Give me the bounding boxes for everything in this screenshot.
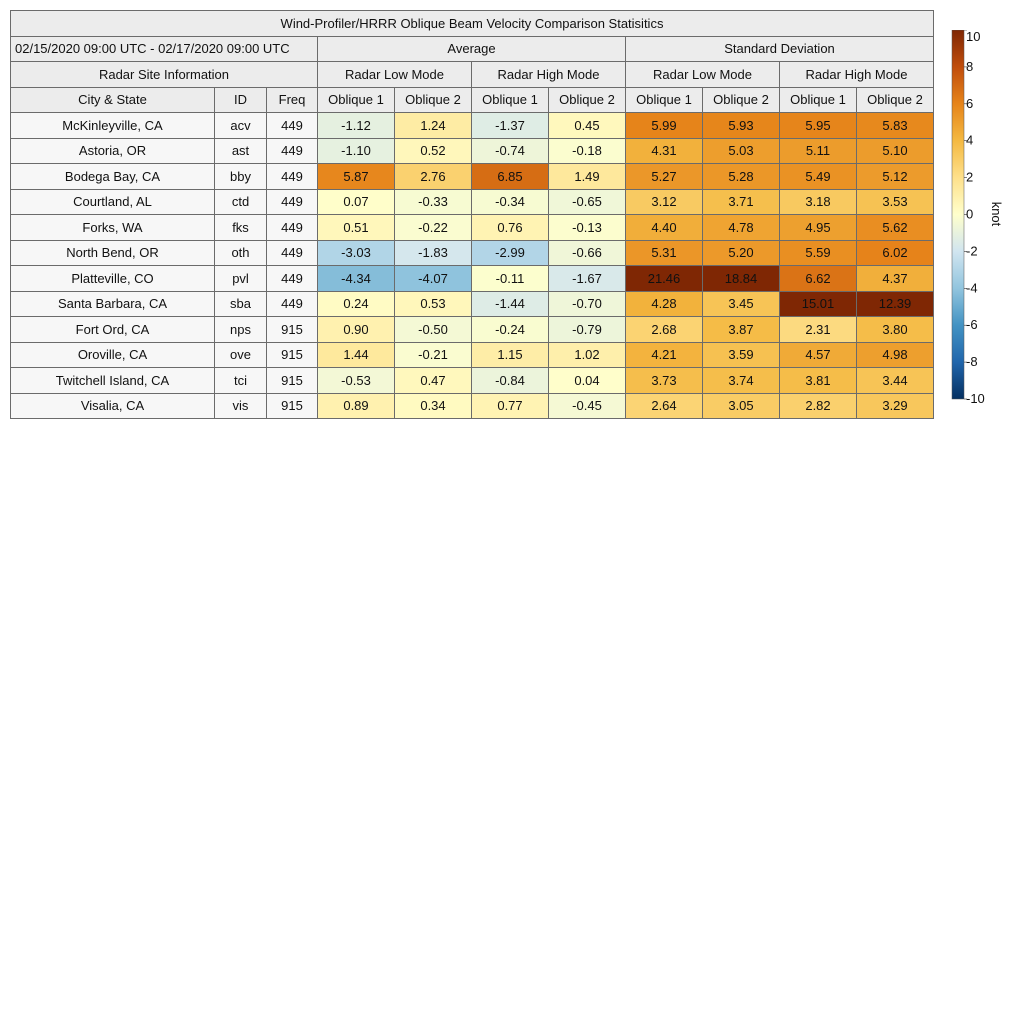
- value-cell: 4.37: [857, 266, 934, 292]
- colorbar-tick-label: 4: [966, 132, 974, 148]
- city-cell: Bodega Bay, CA: [11, 164, 215, 190]
- id-cell: vis: [215, 393, 267, 419]
- value-cell: -0.21: [395, 342, 472, 368]
- id-cell: tci: [215, 368, 267, 394]
- city-cell: North Bend, OR: [11, 240, 215, 266]
- id-cell: ctd: [215, 189, 267, 215]
- value-cell: -1.12: [318, 113, 395, 139]
- site-info-header: Radar Site Information: [11, 62, 318, 88]
- id-cell: fks: [215, 215, 267, 241]
- id-column-header: ID: [215, 87, 267, 113]
- table-body: [11, 113, 934, 419]
- value-cell: 3.05: [703, 393, 780, 419]
- value-cell: 5.12: [857, 164, 934, 190]
- table-row: [11, 113, 934, 139]
- value-cell: -1.83: [395, 240, 472, 266]
- value-cell: 0.53: [395, 291, 472, 317]
- value-cell: 1.02: [549, 342, 626, 368]
- value-cell: -0.45: [549, 393, 626, 419]
- value-cell: 15.01: [780, 291, 857, 317]
- table-row: [11, 342, 934, 368]
- table-row: [11, 164, 934, 190]
- value-cell: 5.87: [318, 164, 395, 190]
- colorbar-ticks: [964, 30, 985, 406]
- avg-low-oblique1-header: Oblique 1: [318, 87, 395, 113]
- value-cell: 0.76: [472, 215, 549, 241]
- freq-cell: 449: [267, 164, 318, 190]
- value-cell: 5.10: [857, 138, 934, 164]
- value-cell: 3.87: [703, 317, 780, 343]
- value-cell: 6.02: [857, 240, 934, 266]
- value-cell: 2.64: [626, 393, 703, 419]
- table-row: [11, 368, 934, 394]
- value-cell: 0.77: [472, 393, 549, 419]
- freq-cell: 915: [267, 317, 318, 343]
- value-cell: -0.13: [549, 215, 626, 241]
- value-cell: 0.07: [318, 189, 395, 215]
- table-row: [11, 393, 934, 419]
- value-cell: 3.71: [703, 189, 780, 215]
- id-cell: bby: [215, 164, 267, 190]
- value-cell: -1.37: [472, 113, 549, 139]
- value-cell: 0.52: [395, 138, 472, 164]
- value-cell: 1.44: [318, 342, 395, 368]
- value-cell: 0.47: [395, 368, 472, 394]
- freq-cell: 449: [267, 291, 318, 317]
- freq-cell: 449: [267, 240, 318, 266]
- value-cell: 4.40: [626, 215, 703, 241]
- table-row: [11, 189, 934, 215]
- city-cell: Forks, WA: [11, 215, 215, 241]
- value-cell: 6.62: [780, 266, 857, 292]
- value-cell: 3.53: [857, 189, 934, 215]
- std-low-oblique2-header: Oblique 2: [703, 87, 780, 113]
- freq-cell: 449: [267, 215, 318, 241]
- value-cell: -1.44: [472, 291, 549, 317]
- value-cell: 4.98: [857, 342, 934, 368]
- id-cell: ast: [215, 138, 267, 164]
- colorbar-tick-label: -4: [966, 280, 978, 296]
- colorbar-tick-label: 2: [966, 169, 974, 185]
- value-cell: 21.46: [626, 266, 703, 292]
- city-cell: Platteville, CO: [11, 266, 215, 292]
- value-cell: 4.57: [780, 342, 857, 368]
- table-row: [11, 317, 934, 343]
- value-cell: 5.11: [780, 138, 857, 164]
- value-cell: 12.39: [857, 291, 934, 317]
- value-cell: 3.73: [626, 368, 703, 394]
- value-cell: 1.24: [395, 113, 472, 139]
- freq-cell: 915: [267, 393, 318, 419]
- freq-cell: 449: [267, 113, 318, 139]
- value-cell: -1.67: [549, 266, 626, 292]
- value-cell: 5.95: [780, 113, 857, 139]
- value-cell: -0.24: [472, 317, 549, 343]
- value-cell: 5.93: [703, 113, 780, 139]
- id-cell: oth: [215, 240, 267, 266]
- city-cell: Twitchell Island, CA: [11, 368, 215, 394]
- value-cell: 4.78: [703, 215, 780, 241]
- value-cell: -0.70: [549, 291, 626, 317]
- value-cell: 3.12: [626, 189, 703, 215]
- std-low-oblique1-header: Oblique 1: [626, 87, 703, 113]
- freq-cell: 449: [267, 189, 318, 215]
- value-cell: -0.74: [472, 138, 549, 164]
- avg-high-oblique1-header: Oblique 1: [472, 87, 549, 113]
- stddev-header: Standard Deviation: [626, 36, 934, 62]
- freq-cell: 449: [267, 266, 318, 292]
- value-cell: 2.76: [395, 164, 472, 190]
- value-cell: 3.59: [703, 342, 780, 368]
- value-cell: -0.79: [549, 317, 626, 343]
- table-row: [11, 266, 934, 292]
- value-cell: 0.51: [318, 215, 395, 241]
- city-cell: Courtland, AL: [11, 189, 215, 215]
- value-cell: 3.29: [857, 393, 934, 419]
- value-cell: 5.27: [626, 164, 703, 190]
- colorbar-gradient: [952, 30, 964, 399]
- value-cell: 5.49: [780, 164, 857, 190]
- std-high-mode-header: Radar High Mode: [780, 62, 934, 88]
- value-cell: 3.44: [857, 368, 934, 394]
- freq-cell: 449: [267, 138, 318, 164]
- value-cell: 18.84: [703, 266, 780, 292]
- value-cell: 1.15: [472, 342, 549, 368]
- city-cell: Fort Ord, CA: [11, 317, 215, 343]
- avg-low-mode-header: Radar Low Mode: [318, 62, 472, 88]
- value-cell: 2.82: [780, 393, 857, 419]
- statistics-table: [10, 10, 934, 419]
- city-cell: Oroville, CA: [11, 342, 215, 368]
- avg-low-oblique2-header: Oblique 2: [395, 87, 472, 113]
- value-cell: -0.66: [549, 240, 626, 266]
- city-cell: Santa Barbara, CA: [11, 291, 215, 317]
- value-cell: 4.28: [626, 291, 703, 317]
- city-cell: Astoria, OR: [11, 138, 215, 164]
- colorbar-label: knot: [989, 201, 1004, 227]
- colorbar: [950, 30, 1010, 410]
- value-cell: 5.03: [703, 138, 780, 164]
- value-cell: -0.22: [395, 215, 472, 241]
- value-cell: -0.53: [318, 368, 395, 394]
- id-cell: acv: [215, 113, 267, 139]
- value-cell: 3.45: [703, 291, 780, 317]
- colorbar-tick-label: 6: [966, 95, 974, 111]
- value-cell: 2.31: [780, 317, 857, 343]
- id-cell: nps: [215, 317, 267, 343]
- value-cell: 2.68: [626, 317, 703, 343]
- value-cell: -0.11: [472, 266, 549, 292]
- colorbar-tick-label: 10: [966, 30, 981, 44]
- city-cell: Visalia, CA: [11, 393, 215, 419]
- table-row: [11, 215, 934, 241]
- table-row: [11, 240, 934, 266]
- value-cell: 5.20: [703, 240, 780, 266]
- value-cell: 6.85: [472, 164, 549, 190]
- id-cell: sba: [215, 291, 267, 317]
- value-cell: -3.03: [318, 240, 395, 266]
- value-cell: -0.65: [549, 189, 626, 215]
- avg-high-oblique2-header: Oblique 2: [549, 87, 626, 113]
- colorbar-tick-label: -6: [966, 317, 978, 333]
- colorbar-tick-label: -8: [966, 354, 978, 370]
- colorbar-tick-label: -10: [966, 391, 985, 406]
- value-cell: -0.84: [472, 368, 549, 394]
- value-cell: 3.18: [780, 189, 857, 215]
- average-header: Average: [318, 36, 626, 62]
- value-cell: -1.10: [318, 138, 395, 164]
- value-cell: 4.21: [626, 342, 703, 368]
- value-cell: -4.07: [395, 266, 472, 292]
- date-range: 02/15/2020 09:00 UTC - 02/17/2020 09:00 UTC: [11, 36, 318, 62]
- value-cell: -0.18: [549, 138, 626, 164]
- avg-high-mode-header: Radar High Mode: [472, 62, 626, 88]
- value-cell: 0.90: [318, 317, 395, 343]
- value-cell: 5.83: [857, 113, 934, 139]
- value-cell: -0.50: [395, 317, 472, 343]
- std-high-oblique2-header: Oblique 2: [857, 87, 934, 113]
- value-cell: 4.95: [780, 215, 857, 241]
- table-row: [11, 138, 934, 164]
- freq-cell: 915: [267, 342, 318, 368]
- city-column-header: City & State: [11, 87, 215, 113]
- table-title: Wind-Profiler/HRRR Oblique Beam Velocity Comparison Statisitics: [11, 11, 934, 37]
- value-cell: 5.31: [626, 240, 703, 266]
- value-cell: 5.62: [857, 215, 934, 241]
- freq-cell: 915: [267, 368, 318, 394]
- city-cell: McKinleyville, CA: [11, 113, 215, 139]
- value-cell: -4.34: [318, 266, 395, 292]
- value-cell: 1.49: [549, 164, 626, 190]
- std-high-oblique1-header: Oblique 1: [780, 87, 857, 113]
- colorbar-tick-label: 8: [966, 58, 974, 74]
- id-cell: pvl: [215, 266, 267, 292]
- value-cell: 5.59: [780, 240, 857, 266]
- value-cell: 0.34: [395, 393, 472, 419]
- value-cell: 5.28: [703, 164, 780, 190]
- value-cell: 3.80: [857, 317, 934, 343]
- value-cell: 0.89: [318, 393, 395, 419]
- value-cell: -2.99: [472, 240, 549, 266]
- value-cell: 0.24: [318, 291, 395, 317]
- value-cell: -0.33: [395, 189, 472, 215]
- id-cell: ove: [215, 342, 267, 368]
- value-cell: 0.04: [549, 368, 626, 394]
- value-cell: 5.99: [626, 113, 703, 139]
- value-cell: 4.31: [626, 138, 703, 164]
- value-cell: 3.81: [780, 368, 857, 394]
- freq-column-header: Freq: [267, 87, 318, 113]
- value-cell: 3.74: [703, 368, 780, 394]
- value-cell: 0.45: [549, 113, 626, 139]
- std-low-mode-header: Radar Low Mode: [626, 62, 780, 88]
- table-row: [11, 291, 934, 317]
- colorbar-tick-label: -2: [966, 243, 978, 259]
- value-cell: -0.34: [472, 189, 549, 215]
- colorbar-tick-label: 0: [966, 206, 974, 222]
